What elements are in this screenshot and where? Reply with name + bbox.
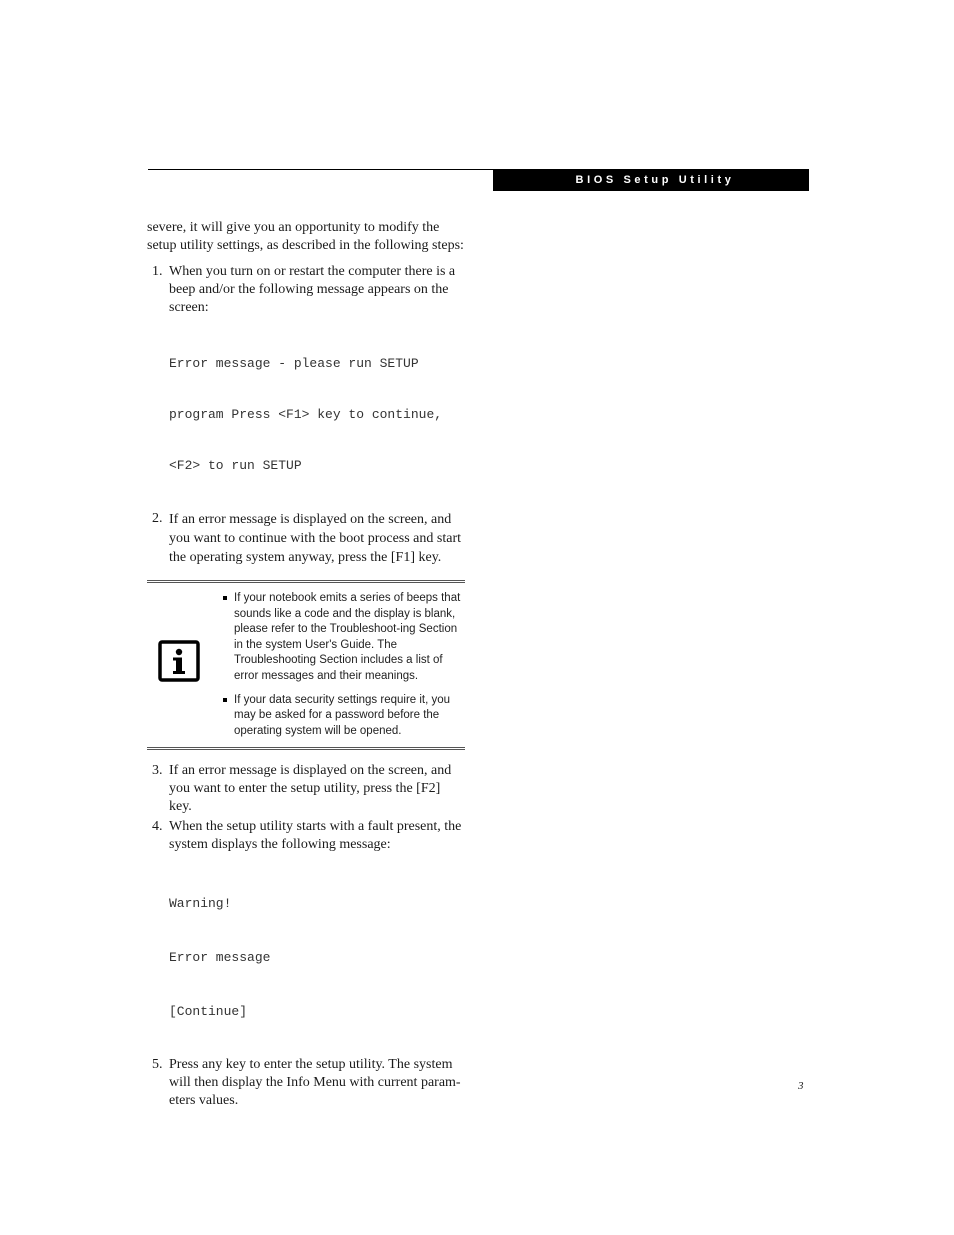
steps-list-part-1 bbox=[147, 263, 465, 567]
step-number: 2. bbox=[152, 511, 163, 526]
step-3 bbox=[147, 762, 465, 816]
step-4 bbox=[147, 818, 465, 1054]
code-line: Error message - please run SETUP bbox=[169, 356, 419, 371]
step-number: 3. bbox=[152, 763, 163, 779]
code-line: program Press <F1> key to continue, bbox=[169, 407, 443, 422]
step-text: If an error message is displayed on the screen, and you want to continue with the boot process and start the operating system anyway, press the [F1] key. bbox=[169, 512, 461, 565]
step-text: When you turn on or restart the computer there is a beep and/or the following message appears on the screen: bbox=[169, 264, 456, 315]
code-line: [Continue] bbox=[169, 1004, 248, 1020]
main-column bbox=[147, 219, 465, 1110]
info-icon bbox=[158, 640, 200, 682]
step-text: If an error message is displayed on the screen, and you want to enter the setup utility, press the [F2] key. bbox=[169, 763, 452, 815]
code-line: <F2> to run SETUP bbox=[169, 458, 302, 473]
section-header-tab: BIOS Setup Utility bbox=[493, 169, 809, 191]
warning-message-code bbox=[169, 858, 465, 1054]
square-bullet-icon bbox=[223, 596, 227, 600]
step-text: Press any key to enter the setup utility. The system will then display the Info Menu with current param-eters values. bbox=[169, 1057, 461, 1109]
code-line: Error message bbox=[169, 950, 271, 966]
note-item-text: If your data security settings require it, you may be asked for a password before the operating system will be opened. bbox=[234, 693, 451, 737]
step-number: 1. bbox=[152, 264, 163, 279]
step-number: 4. bbox=[152, 819, 163, 835]
code-line: Warning! bbox=[169, 896, 232, 912]
header-rule bbox=[148, 169, 493, 170]
steps-list-part-2 bbox=[147, 762, 465, 1110]
step-text: When the setup utility starts with a fault present, the system displays the following message: bbox=[169, 819, 462, 853]
intro-paragraph: severe, it will give you an opportunity to modify the setup utility settings, as described in the following steps: bbox=[147, 220, 464, 253]
note-item-text: If your notebook emits a series of beeps that sounds like a code and the display is blank, please refer to the Troubleshoot-ing Section in the system User's Guide. The Troubleshooting Section includes a list of error messages and their meanings. bbox=[234, 592, 461, 682]
note-item bbox=[223, 591, 465, 685]
square-bullet-icon bbox=[223, 698, 227, 702]
step-2 bbox=[147, 510, 465, 567]
page-number: 3 bbox=[798, 1080, 804, 1092]
note-item bbox=[223, 693, 465, 740]
step-number: 5. bbox=[152, 1057, 163, 1073]
error-message-code bbox=[169, 321, 465, 508]
step-1 bbox=[147, 263, 465, 508]
note-box bbox=[147, 580, 465, 750]
step-5 bbox=[147, 1056, 465, 1110]
